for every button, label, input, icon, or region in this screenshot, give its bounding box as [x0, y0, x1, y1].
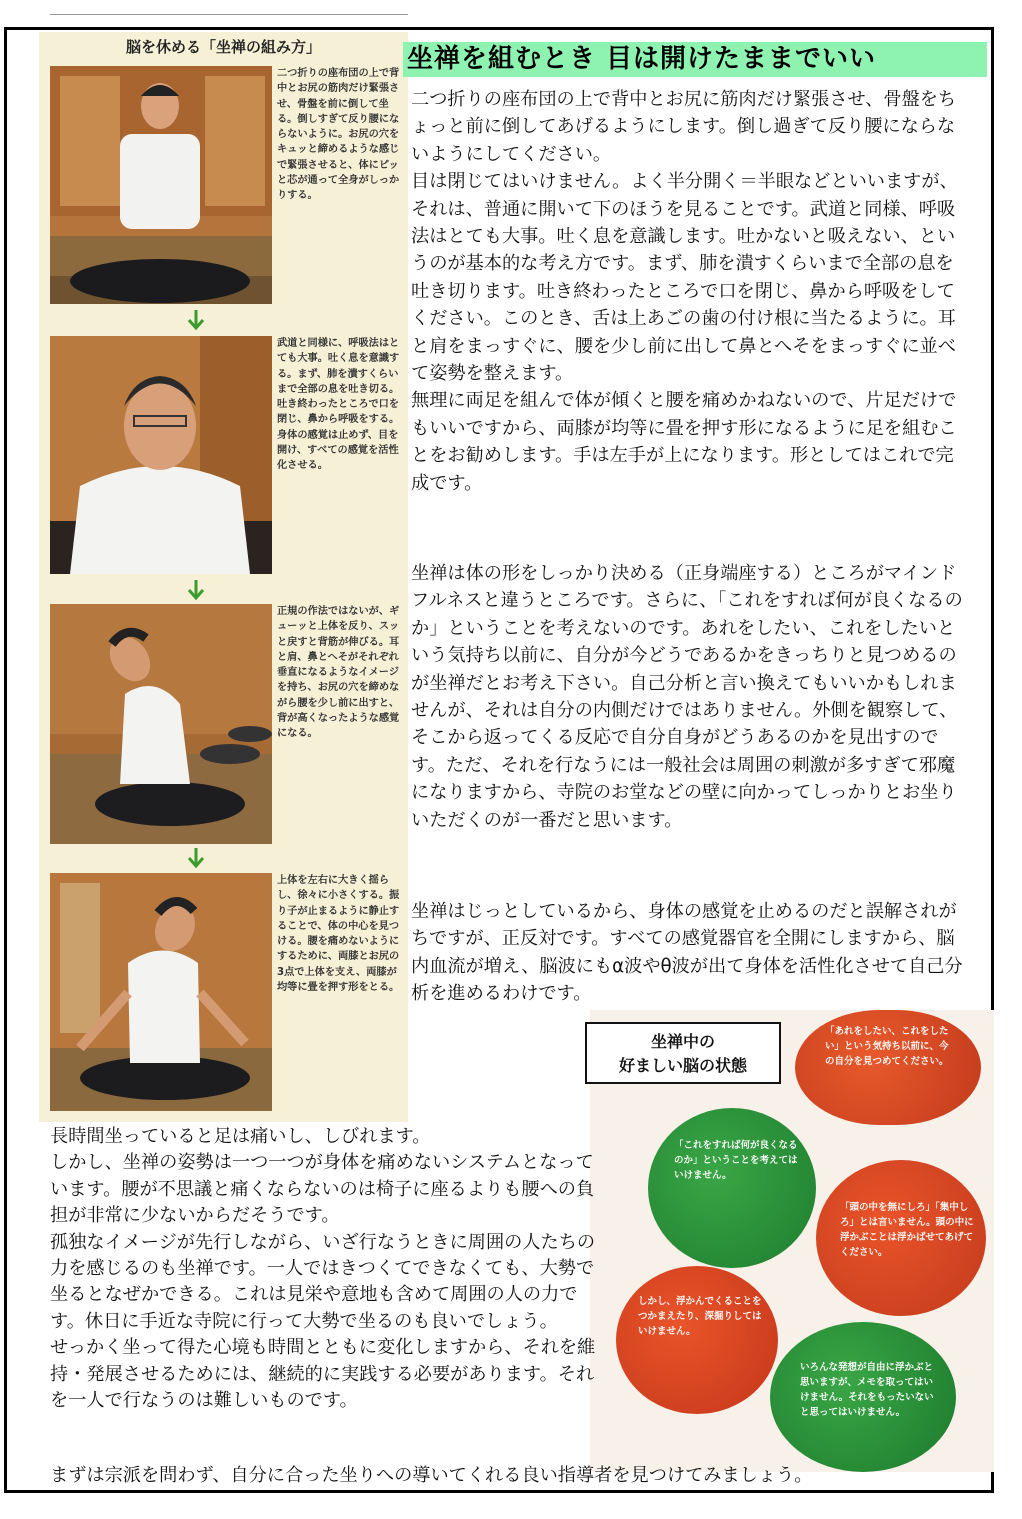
paragraph-senses: 坐禅はじっとしているから、身体の感覚を止めるのだと誤解されがちですが、正反対です。すべての感覚器官を全開にしますから、脳内血流が増え、脳波にもα波やθ波が出て身体を活性化させて自己分析を進めるわけです。 — [411, 901, 963, 1005]
down-arrow-icon — [186, 848, 206, 870]
brain-circle-5 — [770, 1322, 956, 1472]
brain-circle-2 — [648, 1108, 816, 1268]
down-arrow-icon — [186, 580, 206, 602]
scan-title: 脳を休める「坐禅の組み方」 — [125, 38, 321, 56]
brain-state-label-line2: 好ましい脳の状態 — [618, 1056, 747, 1075]
brain-circle-5-text: いろんな発想が自由に浮かぶと思いますが、メモを取ってはいけません。それをもったいないと思ってはいけません。 — [800, 1362, 934, 1418]
paragraph-mindfulness: 坐禅は体の形をしっかり決める（正身端座する）ところがマインドフルネスと違うところです。さらに、「これをすれば何が良くなるのか」ということを考えないのです。あれをしたい、これをしたいという気持ち以前に、自分が今どうであるかをきっちりと見つめるのが坐禅だとお考え下さい。自己分析と言い換えてもいいかもしれませんが、それは自分の内側だけではありません。外側を観察して、そこから返ってくる反応で自分自身がどうあるのかを見出すのです。ただ、それを行なうには一般社会は周囲の刺激が多すぎて邪魔になりますから、寺院のお堂などの壁に向かってしっかりとお坐りいただくのが一番だと思います。 — [411, 563, 963, 831]
step-2-photo — [50, 336, 272, 574]
step-2-caption: 武道と同様に、呼吸法はとても大事。吐く息を意識する。まず、肺を潰すくらいまで全部の息を吐き切る。吐き終わったところで口を閉じ、鼻から呼吸をする。身体の感覚は止めず、目を開け、すべての感覚を活性化させる。 — [277, 338, 400, 472]
step-3-photo — [50, 604, 272, 844]
brain-circle-3 — [816, 1160, 986, 1316]
zazen-guide-scan — [39, 32, 408, 1122]
brain-circle-4-text: しかし、浮かんでくることをつかまえたり、深掘りしてはいけません。 — [638, 1296, 762, 1337]
brain-circle-4 — [616, 1266, 778, 1414]
brain-circle-2-text: 「これをすれば何が良くなるのか」ということを考えてはいけません。 — [674, 1140, 798, 1181]
brain-circle-1-text: 「あれをしたい、これをしたい」という気持ち以前に、今の自分を見つめてください。 — [825, 1026, 949, 1067]
step-4-caption: 上体を左右に大きく揺らし、徐々に小さくする。振り子が止まるように静止することで、体の中心を見つける。腰を痛めないようにするために、両膝とお尻の3点で上体を支え、両膝が均等に畳を押す形をとる。 — [277, 875, 400, 994]
step-1-photo — [50, 66, 272, 304]
brain-circle-1 — [795, 1010, 981, 1125]
brain-circle-3-text: 「頭の中を無にしろ」「集中しろ」とは言いません。頭の中に浮かぶことは浮かばせてあげてください。 — [840, 1202, 974, 1258]
paragraph-posture-breathing: 二つ折りの座布団の上で背中とお尻に筋肉だけ緊張させ、骨盤をちょっと前に倒してあげるようにします。倒し過ぎて反り腰にならないようにしてください。 目は閉じてはいけません。よく半分開く＝半眼などといいますが、それは、普通に開いて下のほうを見ることです。武道と同様、呼吸法はとても大事。吐く息を意識します。吐かないと吸えない、というのが基本的な考え方です。まず、肺を潰すくらいまで全部の息を吐き切ります。吐き終わったところで口を閉じ、鼻から呼吸をしてください。このとき、舌は上あごの歯の付け根に当たるように。耳と肩をまっすぐに、腰を少し前に出して鼻とへそをまっすぐに並べて姿勢を整えます。 無理に両足を組んで体が傾くと腰を痛めかねないので、片足だけでもいいですから、両膝が均等に畳を押す形になるように足を組むことをお勧めします。手は左手が上になります。形としてはこれで完成です。 — [411, 89, 958, 494]
brain-state-label-line1: 坐禅中の — [650, 1032, 715, 1051]
brain-state-label — [585, 1022, 781, 1084]
step-1-caption: 二つ折りの座布団の上で背中とお尻の筋肉だけ緊張させ、骨盤を前に倒して坐る。倒しすぎて反り腰にならないように。お尻の穴をキュッと締めるような感じで緊張させると、体にピッと芯が通って全身がしっかりする。 — [277, 68, 400, 202]
step-4-photo — [50, 873, 272, 1111]
step-3-caption: 正規の作法ではないが、ギューッと上体を反り、スッと戻すと背筋が伸びる。耳と肩、鼻とへそがそれぞれ垂直になるようなイメージを持ち、お尻の穴を締めながら腰を少し前に出すと、背が高くなったような感覚になる。 — [277, 606, 400, 740]
down-arrow-icon — [186, 310, 206, 332]
headline: 坐禅を組むとき 目は開けたままでいい — [403, 42, 987, 77]
top-rule — [50, 14, 408, 15]
paragraph-practice: 長時間坐っていると足は痛いし、しびれます。 しかし、坐禅の姿勢は一つ一つが身体を痛めないシステムとなっています。腰が不思議と痛くならないのは椅子に座るよりも腰への負担が非常に少ないからだそうです。 孤独なイメージが先行しながら、いざ行なうときに周囲の人たちの力を感じるのも坐禅です。一人ではきつくてできなくても、大勢で坐るとなぜかできる。これは見栄や意地も含めて周囲の人の力です。休日に手近な寺院に行って大勢で坐るのも良いでしょう。 せっかく坐って得た心境も時間とともに変化しますから、それを維持・発展させるためには、継続的に実践する必要があります。それを一人で行なうのは難しいものです。 — [50, 1126, 596, 1412]
closing-line: まずは宗派を問わず、自分に合った坐りへの導いてくれる良い指導者を見つけてみましょう。 — [50, 1465, 813, 1486]
